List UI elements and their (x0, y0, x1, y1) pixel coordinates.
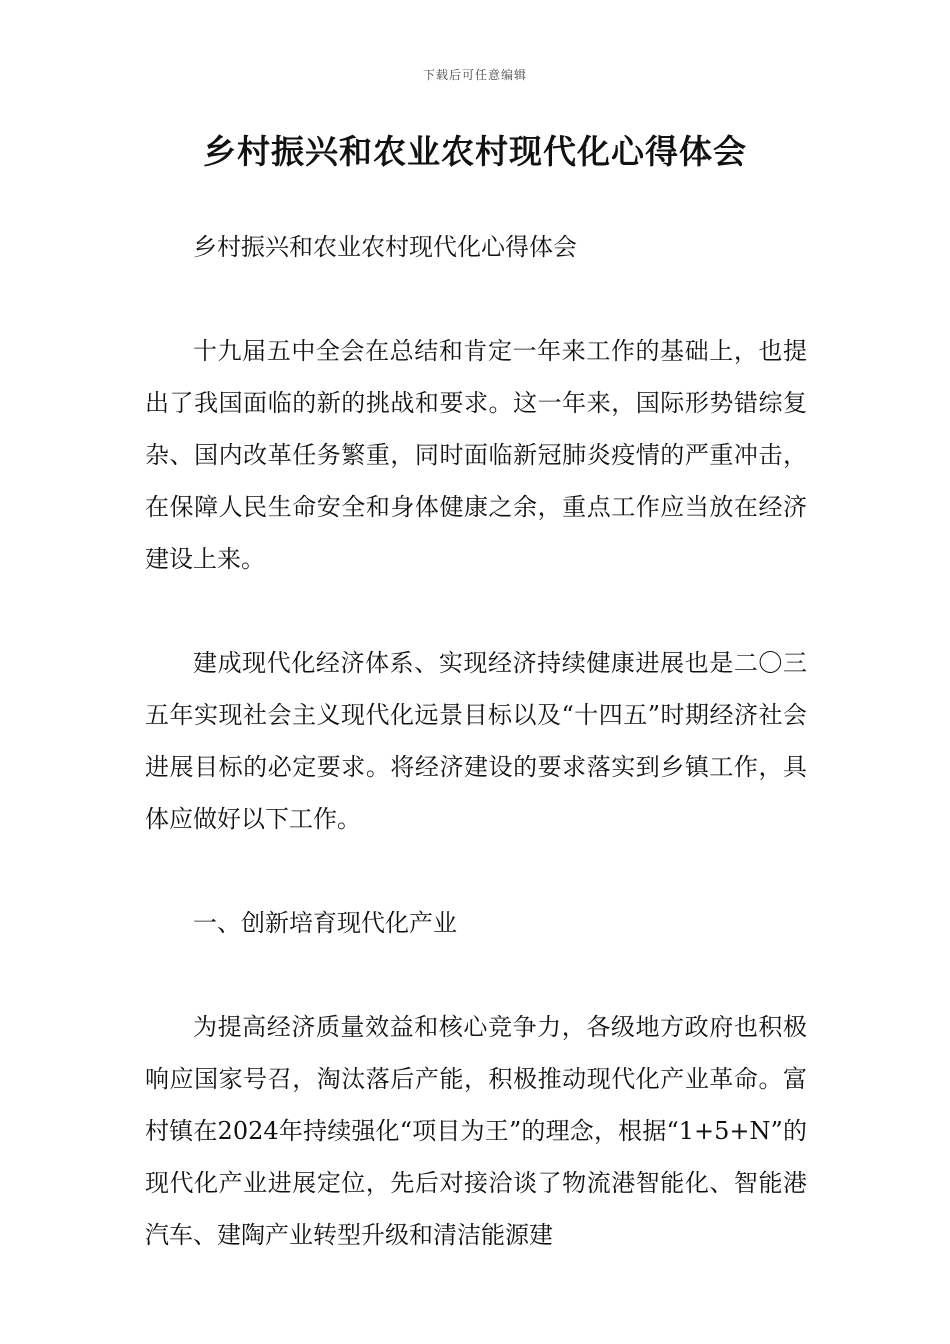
document-body (145, 221, 807, 1261)
document-subtitle: 乡村振兴和农业农村现代化心得体会 (193, 233, 577, 261)
download-note: 下载后可任意编辑 (422, 68, 527, 82)
document-title: 乡村振兴和农业农村现代化心得体会 (203, 132, 747, 171)
section-paragraph: 为提高经济质量效益和核心竞争力，各级地方政府也积极响应国家号召，淘汰落后产能，积极推动现代化产业革命。富村镇在2024年持续强化“项目为王”的理念，根据“1+5+N”的现代化产业进展定位，先后对接洽谈了物流港智能化、智能港汽车、建陶产业转型升级和清洁能源建 (145, 1013, 807, 1249)
paragraph-2: 建成现代化经济体系、实现经济持续健康进展也是二〇三五年实现社会主义现代化远景目标以及“十四五”时期经济社会进展目标的必定要求。将经济建设的要求落实到乡镇工作，具体应做好以下工作。 (145, 649, 807, 833)
paragraph-1: 十九届五中全会在总结和肯定一年来工作的基础上，也提出了我国面临的新的挑战和要求。这一年来，国际形势错综复杂、国内改革任务繁重，同时面临新冠肺炎疫情的严重冲击，在保障人民生命安全和身体健康之余，重点工作应当放在经济建设上来。 (145, 337, 807, 573)
section-heading: 一、创新培育现代化产业 (193, 909, 457, 937)
